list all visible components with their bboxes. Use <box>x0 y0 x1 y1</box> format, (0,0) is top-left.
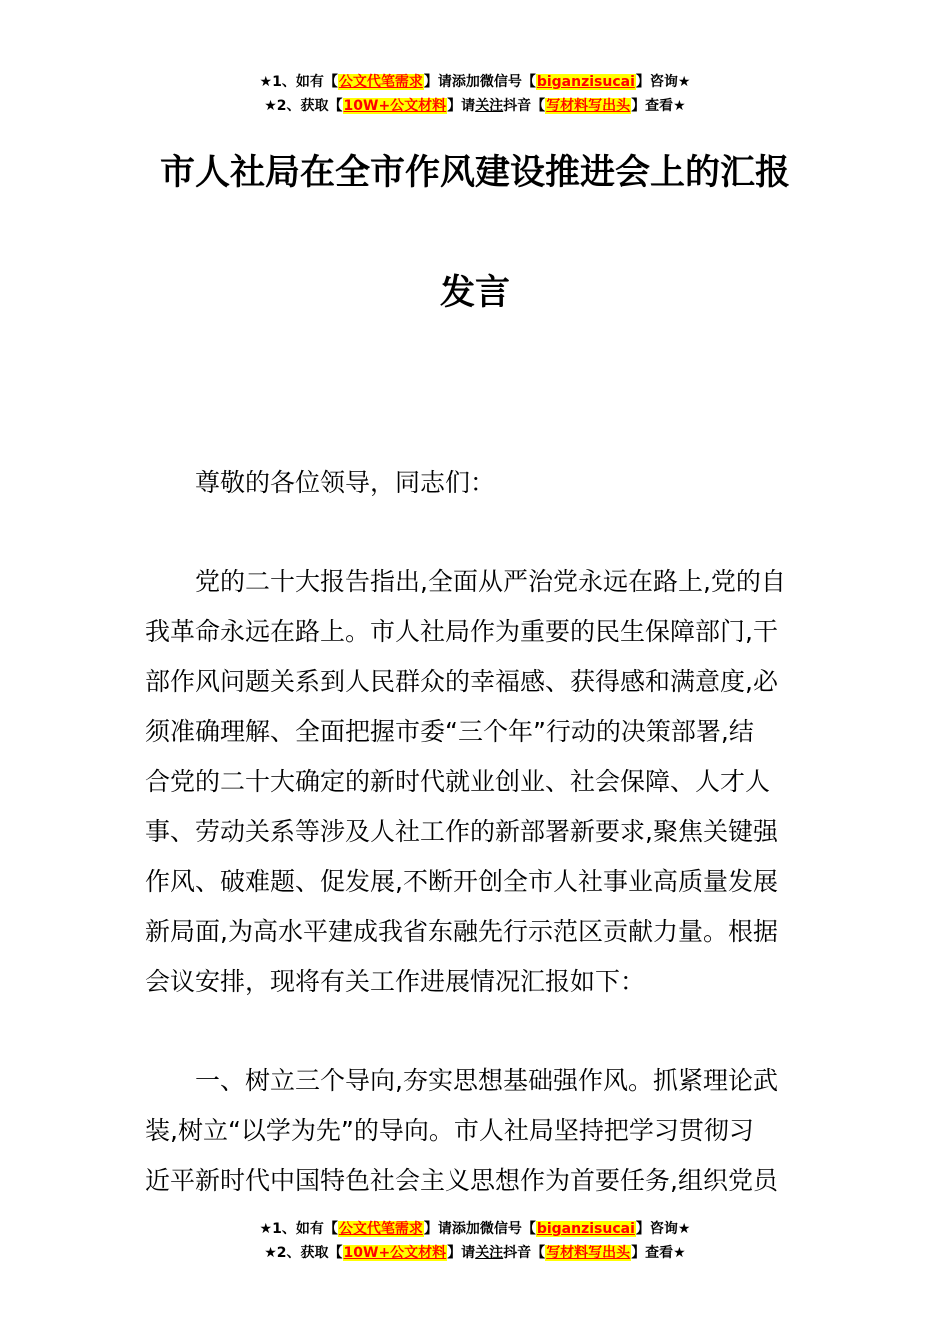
banner-text: 】咨询★ <box>635 1221 691 1237</box>
paragraph-line: 合党的二十大确定的新时代就业创业、社会保障、人才人 <box>145 767 771 796</box>
banner-text: 】咨询★ <box>635 74 691 90</box>
banner-text: 】查看★ <box>631 98 686 114</box>
banner-line-2 <box>0 1241 950 1265</box>
paragraph-2 <box>145 1056 810 1206</box>
paragraph-line: 须准确理解、全面把握市委“三个年”行动的决策部署,结 <box>145 717 754 746</box>
paragraph-line: 作风、破难题、促发展,不断开创全市人社事业高质量发展 <box>145 867 778 896</box>
salutation-block <box>145 458 810 508</box>
paragraph-line: 新局面,为高水平建成我省东融先行示范区贡献力量。根据 <box>145 917 778 946</box>
document-title-line-2: 发言 <box>439 273 510 313</box>
banner-highlight-service: 公文代笔需求 <box>338 1221 423 1237</box>
banner-line-1 <box>0 70 950 94</box>
banner-line-2 <box>0 94 950 118</box>
banner-underline-follow: 关注 <box>475 1245 504 1261</box>
banner-underline-follow: 关注 <box>475 98 504 114</box>
banner-highlight-materials: 10W+公文材料 <box>343 98 447 114</box>
banner-highlight-service: 公文代笔需求 <box>338 74 423 90</box>
banner-text: ★2、获取【 <box>264 1245 343 1261</box>
banner-text: ★2、获取【 <box>264 98 343 114</box>
banner-text: ★1、如有【 <box>259 1221 338 1237</box>
header-banner <box>0 70 950 118</box>
document-title-line-1: 市人社局在全市作风建设推进会上的汇报 <box>159 153 790 193</box>
banner-highlight-douyin: 写材料写出头 <box>546 1245 631 1261</box>
banner-text: 】请添加微信号【 <box>423 1221 536 1237</box>
paragraph-line: 部作风问题关系到人民群众的幸福感、获得感和满意度,必 <box>145 667 778 696</box>
banner-text: 抖音【 <box>503 1245 546 1261</box>
paragraph-line: 会议安排，现将有关工作进展情况汇报如下： <box>145 967 646 996</box>
banner-text: 】请 <box>447 98 476 114</box>
salutation: 尊敬的各位领导，同志们： <box>195 468 496 497</box>
banner-line-1 <box>0 1217 950 1241</box>
paragraph-line: 近平新时代中国特色社会主义思想作为首要任务,组织党员 <box>145 1166 778 1195</box>
paragraph-1 <box>145 557 810 1007</box>
paragraph-line: 事、劳动关系等涉及人社工作的新部署新要求,聚焦关键强 <box>145 817 778 846</box>
banner-text: ★1、如有【 <box>259 74 338 90</box>
footer-banner <box>0 1217 950 1265</box>
paragraph-line: 党的二十大报告指出,全面从严治党永远在路上,党的自 <box>195 567 786 596</box>
banner-highlight-wechat-id: biganzisucai <box>536 1221 635 1237</box>
banner-highlight-wechat-id: biganzisucai <box>536 74 635 90</box>
banner-highlight-douyin: 写材料写出头 <box>546 98 631 114</box>
banner-text: 】查看★ <box>631 1245 686 1261</box>
paragraph-line: 我革命永远在路上。市人社局作为重要的民生保障部门,干 <box>145 617 778 646</box>
paragraph-line: 一、树立三个导向,夯实思想基础强作风。抓紧理论武 <box>195 1066 778 1095</box>
banner-text: 】请添加微信号【 <box>423 74 536 90</box>
paragraph-line: 装,树立“以学为先”的导向。市人社局坚持把学习贯彻习 <box>145 1116 754 1145</box>
banner-text: 】请 <box>447 1245 476 1261</box>
banner-highlight-materials: 10W+公文材料 <box>343 1245 447 1261</box>
banner-text: 抖音【 <box>503 98 546 114</box>
